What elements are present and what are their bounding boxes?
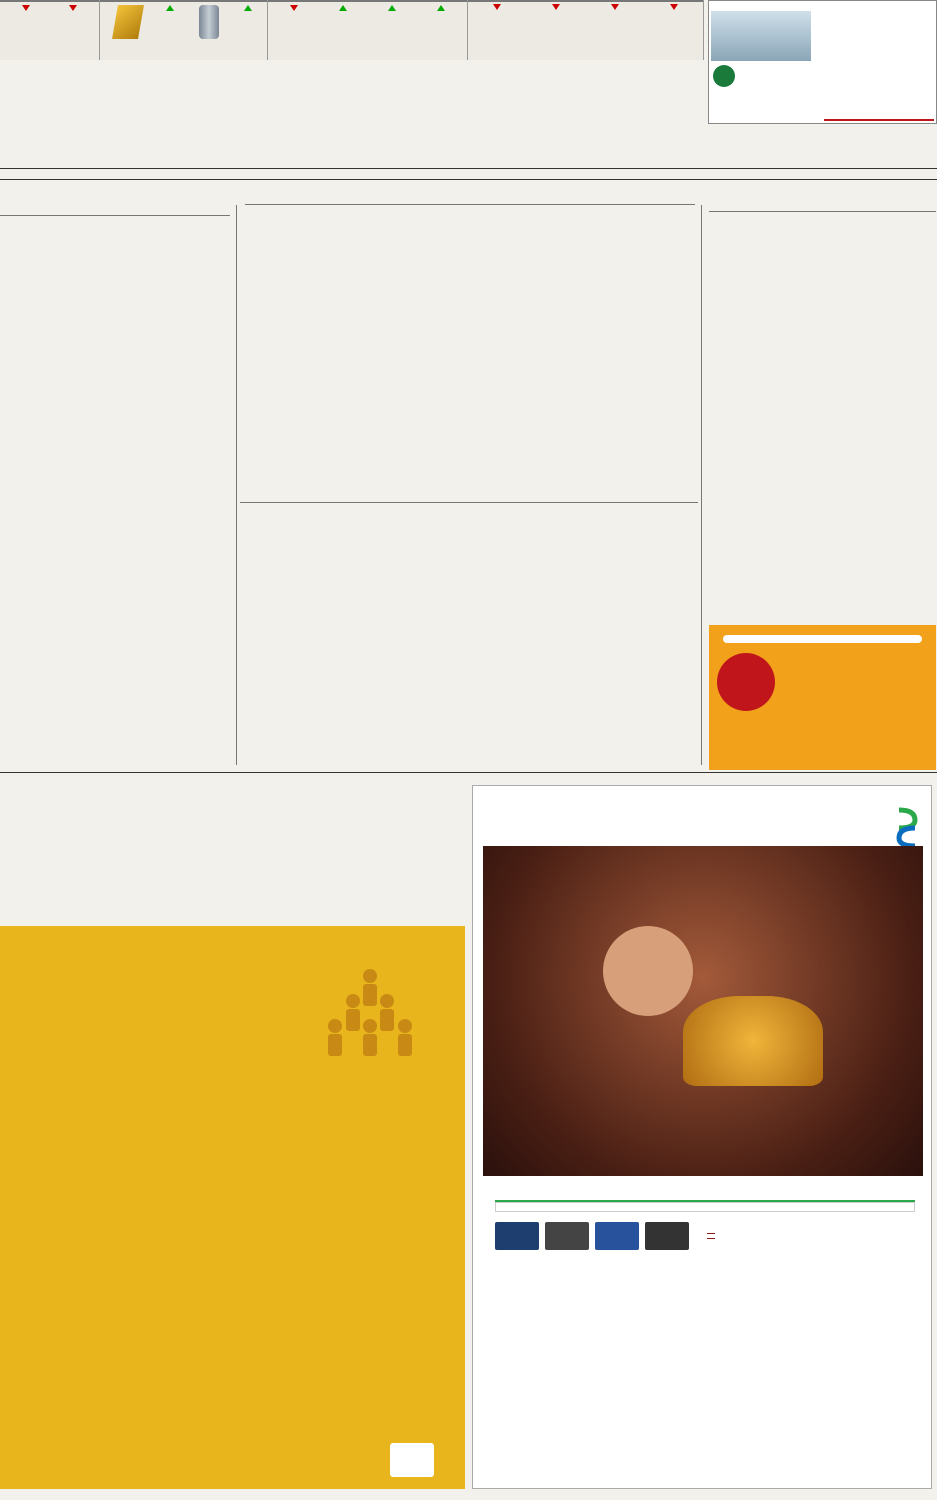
- masthead: [0, 64, 704, 164]
- card-icon: [645, 1222, 689, 1250]
- down-arrow-icon: [611, 4, 619, 10]
- down-arrow-icon: [552, 4, 560, 10]
- up-arrow-icon: [388, 5, 396, 11]
- article-economic-zones: [245, 200, 695, 217]
- child-figure: [603, 926, 693, 1016]
- down-arrow-icon: [69, 5, 77, 11]
- down-arrow-icon: [670, 4, 678, 10]
- asian-markets-box: [268, 0, 468, 60]
- first-time-badge: [717, 653, 775, 711]
- article-jute: [0, 205, 230, 640]
- commodity-gold: [166, 5, 174, 39]
- up-arrow-icon: [339, 5, 347, 11]
- commodity-oil: [244, 5, 252, 39]
- hotline-badge: [824, 119, 934, 121]
- dateline: [0, 168, 937, 180]
- ad-headline: [709, 1, 936, 9]
- article-body: [153, 778, 298, 784]
- up-arrow-icon: [244, 5, 252, 11]
- festival-photo: [483, 846, 923, 1176]
- card-icon: [595, 1222, 639, 1250]
- ebl-logo-icon: [390, 1443, 434, 1477]
- up-arrow-icon: [166, 5, 174, 11]
- down-arrow-icon: [290, 5, 298, 11]
- dialysis-ad: [708, 0, 937, 124]
- article-body: [393, 207, 538, 217]
- ebl-career-ad: [0, 926, 465, 1489]
- outlets-list: [495, 1202, 915, 1212]
- article-tourism: [709, 205, 936, 216]
- people-pyramid-icon: [325, 966, 415, 1061]
- garment-chart: [393, 509, 538, 634]
- standard-chartered-ad: [472, 785, 932, 1489]
- currency-table: [468, 4, 703, 12]
- article-ericsson: [0, 776, 460, 784]
- gold-bar-icon: [112, 5, 144, 39]
- dialysis-room-image: [711, 11, 811, 61]
- sweets-pile: [683, 996, 823, 1086]
- down-arrow-icon: [493, 4, 501, 10]
- oil-barrel-icon: [199, 5, 219, 39]
- market-singapore: [388, 5, 396, 15]
- market-tokyo: [339, 5, 347, 15]
- bar-chart: [393, 509, 538, 613]
- bbs-cables-ad: [709, 625, 936, 770]
- down-arrow-icon: [22, 5, 30, 11]
- market-mumbai: [290, 5, 298, 15]
- market-ticker: [0, 0, 704, 60]
- stock-cscx: [69, 5, 77, 15]
- up-arrow-icon: [437, 5, 445, 11]
- stocks-box: [0, 0, 100, 60]
- card-icon: [495, 1222, 539, 1250]
- currencies-box: [468, 0, 704, 60]
- card-icon: [545, 1222, 589, 1250]
- stock-dsex: [22, 5, 30, 15]
- article-body: [0, 220, 230, 640]
- sc-logo-icon: [895, 806, 919, 850]
- partner-logo: [707, 1233, 715, 1239]
- market-shanghai: [437, 5, 445, 15]
- article-garment: [245, 505, 695, 638]
- commodities-box: [100, 0, 268, 60]
- sibl-logo-icon: [713, 65, 735, 87]
